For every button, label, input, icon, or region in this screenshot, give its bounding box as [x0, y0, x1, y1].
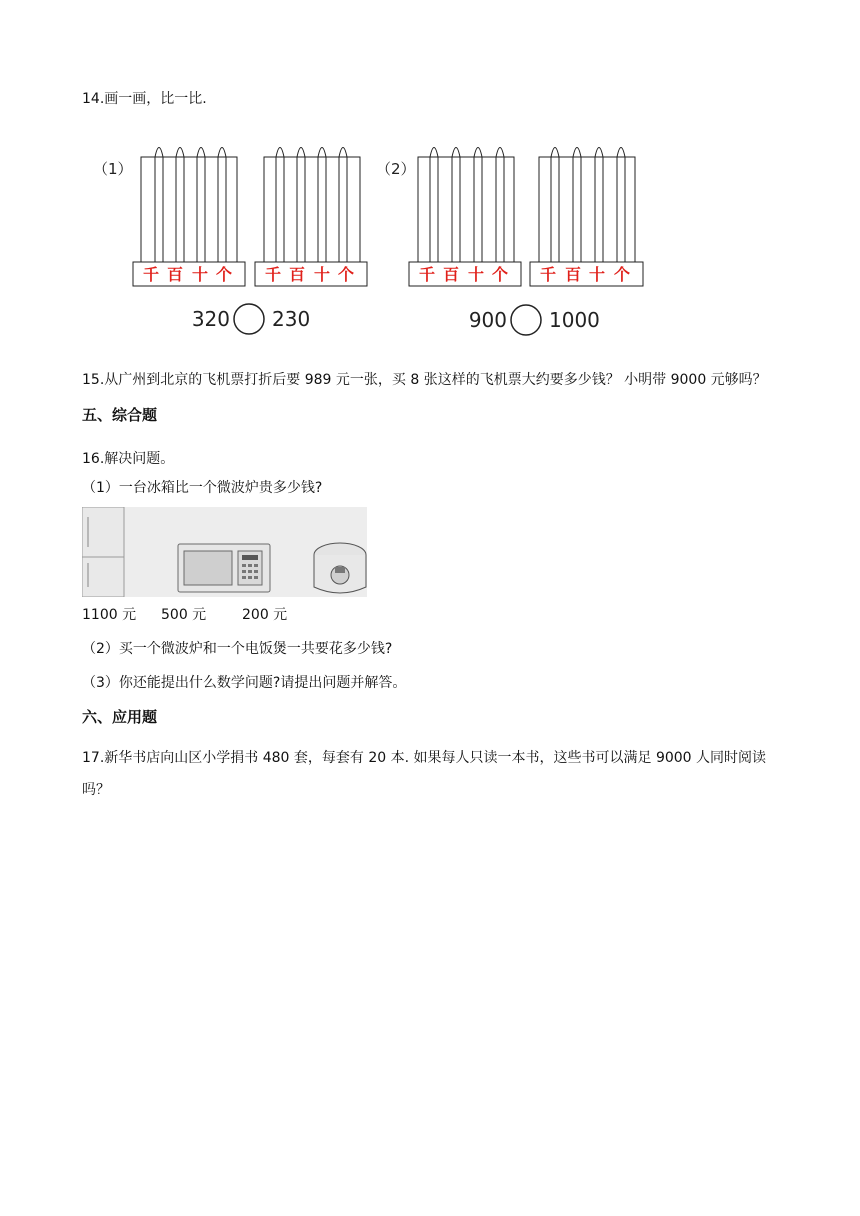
part2-label: （2） — [376, 160, 416, 178]
q14-title: 14.画一画，比一比. — [82, 91, 207, 107]
section6-title: 六、应用题 — [82, 708, 158, 726]
place-label-hundred: 百 — [442, 265, 460, 284]
abacus-1 — [133, 148, 245, 287]
appliances-drawing — [82, 507, 367, 597]
section5-title: 五、综合题 — [82, 406, 158, 424]
compare2-circle[interactable] — [511, 305, 541, 335]
place-label-one: 个 — [491, 265, 509, 284]
place-label-one: 个 — [613, 265, 631, 284]
abacus-3 — [409, 148, 521, 287]
microwave-price: 500 元 — [161, 607, 207, 623]
place-label-hundred: 百 — [564, 265, 582, 284]
place-label-one: 个 — [215, 265, 233, 284]
compare1-right: 230 — [272, 307, 311, 331]
rice-cooker-price: 200 元 — [242, 607, 288, 623]
place-label-ten: 十 — [313, 265, 331, 284]
compare2-left: 900 — [468, 308, 507, 332]
appliances-image — [82, 507, 367, 597]
abacus-figure — [0, 0, 860, 340]
compare1-circle[interactable] — [234, 304, 264, 334]
place-label-thousand: 千 — [418, 265, 436, 284]
compare2-right: 1000 — [549, 308, 600, 332]
part1-label: （1） — [93, 160, 133, 178]
fridge-image — [82, 507, 124, 597]
place-label-thousand: 千 — [539, 265, 557, 284]
place-label-hundred: 百 — [166, 265, 184, 284]
compare1-left: 320 — [191, 307, 230, 331]
place-label-ten: 十 — [467, 265, 485, 284]
microwave-image — [178, 544, 270, 592]
rice-cooker-image — [314, 543, 366, 593]
abacus-2 — [255, 148, 367, 287]
q16-sub2: （2）买一个微波炉和一个电饭煲一共要花多少钱? — [82, 641, 393, 657]
place-label-thousand: 千 — [264, 265, 282, 284]
q16-sub1: （1）一台冰箱比一个微波炉贵多少钱? — [82, 480, 323, 496]
abacus-4 — [530, 148, 643, 287]
q15-text: 15.从广州到北京的飞机票打折后要 989 元一张，买 8 张这样的飞机票大约要多少钱？ 小明带 9000 元够吗？ — [82, 372, 767, 388]
q16-title: 16.解决问题。 — [82, 451, 175, 467]
place-label-thousand: 千 — [142, 265, 160, 284]
place-label-one: 个 — [337, 265, 355, 284]
q16-sub3: （3）你还能提出什么数学问题?请提出问题并解答。 — [82, 675, 407, 691]
place-label-hundred: 百 — [288, 265, 306, 284]
q17-text: 17.新华书店向山区小学捐书 480 套，每套有 20 本. 如果每人只读一本书，这些书可以满足 9000 人同时阅读吗？ — [82, 750, 767, 798]
fridge-price: 1100 元 — [82, 607, 137, 623]
place-label-ten: 十 — [588, 265, 606, 284]
place-label-ten: 十 — [191, 265, 209, 284]
